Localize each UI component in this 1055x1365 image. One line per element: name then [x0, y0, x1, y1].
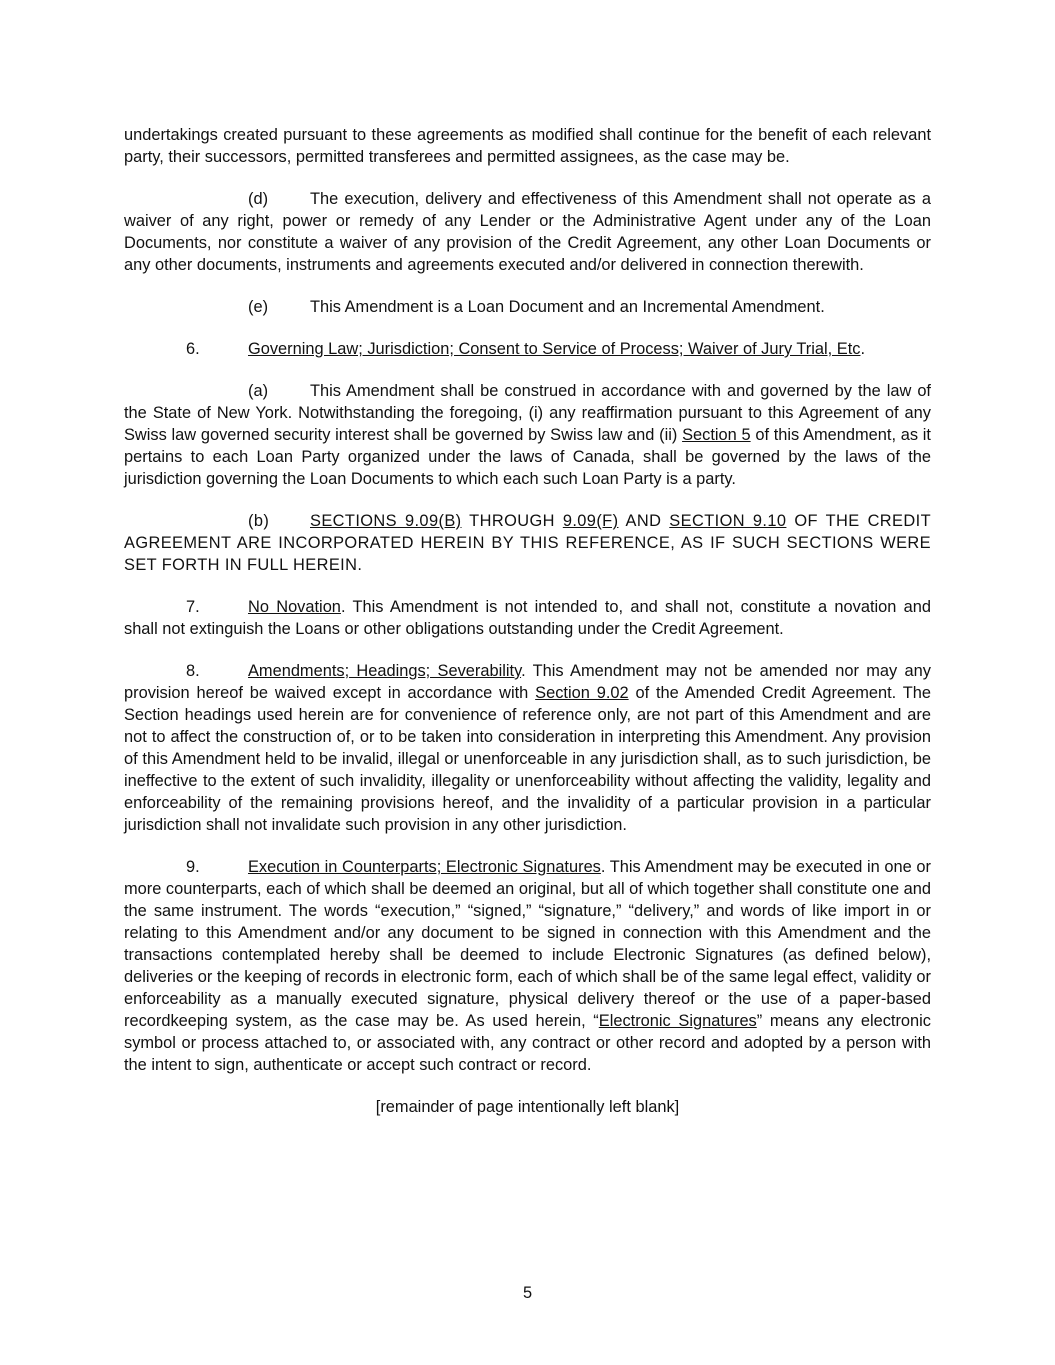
section-heading: Amendments; Headings; Severability — [248, 662, 522, 680]
clause-text-continued: OF THE CREDIT AGREEMENT ARE INCORPORATED HEREIN BY THIS REFERENCE, AS IF SUCH SECTIONS WERE SET FORTH IN FULL HEREIN. — [124, 512, 931, 574]
clause-label: (b) — [248, 512, 270, 530]
section-heading: Execution in Counterparts; Electronic Signatures — [248, 858, 601, 876]
section-heading: Governing Law; Jurisdiction; Consent to Service of Process; Waiver of Jury Trial, Etc — [248, 340, 861, 358]
paragraph-intro-text: undertakings created pursuant to these agreements as modified shall continue for the benefit of each relevant party, their successors, permitted transferees and permitted assignees, as the case may be. — [124, 126, 931, 166]
section-reference: SECTIONS 9.09(B) — [310, 512, 462, 530]
clause-text-continued: of this Amendment, as it pertains to each Loan Party organized under the laws of Canada, shall be governed by the laws of the jurisdiction governing the Loan Documents to which each such Loan Party is a party. — [124, 426, 931, 488]
section-text-continued: ” means any electronic symbol or process attached to, or associated with, any contract or other record and adopted by a person with the intent to sign, authenticate or accept such contract or record. — [124, 1012, 931, 1074]
remainder-text: [remainder of page intentionally left blank] — [375, 1098, 680, 1116]
section-7 — [124, 596, 931, 640]
section-9 — [124, 856, 931, 1076]
section-heading: No Novation — [248, 598, 341, 616]
section-heading-period: . — [860, 340, 866, 358]
section-number: 7. — [186, 598, 200, 616]
section-text: . This Amendment may be executed in one or more counterparts, each of which shall be deemed an original, but all of which together shall constitute one and the same instrument. The words “execution,” “signed,” “signature,” “delivery,” and words of like import in or relating to this Amendment and/or any document to be signed in connection with this Amendment and the transactions contemplated hereby shall be deemed to include Electronic Signatures (as defined below), deliveries or the keeping of records in electronic form, each of which shall be of the same legal effect, validity or enforceability as a manually executed signature, physical delivery thereof or the use of a paper-based recordkeeping system, as the case may be. As used herein, “ — [124, 858, 931, 1030]
paragraph-6b — [124, 510, 931, 576]
section-text: . This Amendment may not be amended nor may any provision hereof be waived except in accordance with — [124, 662, 931, 702]
section-text: . This Amendment is not intended to, and shall not, constitute a novation and shall not extinguish the Loans or other obligations outstanding under the Credit Agreement. — [124, 598, 932, 638]
section-reference: SECTION 9.10 — [669, 512, 787, 530]
remainder-note — [124, 1096, 931, 1118]
section-number: 6. — [186, 340, 200, 358]
clause-label: (a) — [248, 382, 269, 400]
section-number: 8. — [186, 662, 200, 680]
clause-text: This Amendment shall be construed in accordance with and governed by the law of the State of New York. Notwithstanding the foregoing, (i) any reaffirmation pursuant to this Agreement of any Swiss law governed security interest shall be governed by Swiss law and (ii) — [124, 382, 931, 444]
clause-text: THROUGH — [461, 512, 563, 530]
clause-label: (e) — [248, 298, 269, 316]
section-reference: 9.09(F) — [562, 512, 619, 530]
paragraph-5e — [124, 296, 931, 318]
paragraph-intro — [124, 124, 931, 168]
clause-text: This Amendment is a Loan Document and an Incremental Amendment. — [310, 298, 825, 316]
clause-text: The execution, delivery and effectiveness of this Amendment shall not operate as a waiver of any right, power or remedy of any Lender or the Administrative Agent under any of the Loan Documents, nor constitute a waiver of any provision of the Credit Agreement, any other Loan Documents or any other documents, instruments and agreements executed and/or delivered in connection therewith. — [124, 190, 931, 274]
paragraph-5d — [124, 188, 931, 276]
clause-label: (d) — [248, 190, 269, 208]
section-8 — [124, 660, 931, 836]
defined-term: Electronic Signatures — [598, 1012, 757, 1030]
clause-text: AND — [618, 512, 670, 530]
paragraph-6a — [124, 380, 931, 490]
section-reference: Section 9.02 — [535, 684, 629, 702]
section-number: 9. — [186, 858, 200, 876]
section-6-heading — [124, 338, 931, 360]
section-text-continued: of the Amended Credit Agreement. The Section headings used herein are for convenience of reference only, are not part of this Amendment and are not to affect the construction of, or to be taken into consideration in interpreting this Amendment. Any provision of this Amendment held to be invalid, illegal or unenforceable in any jurisdiction shall, as to such jurisdiction, be ineffective to the extent of such invalidity, illegality or unenforceability without affecting the validity, legality and enforceability of the remaining provisions hereof, and the invalidity of a particular provision in a particular jurisdiction shall not invalidate such provision in any other jurisdiction. — [124, 684, 931, 834]
document-body — [124, 124, 931, 1138]
section-reference: Section 5 — [682, 426, 751, 444]
page-number: 5 — [522, 1284, 533, 1302]
